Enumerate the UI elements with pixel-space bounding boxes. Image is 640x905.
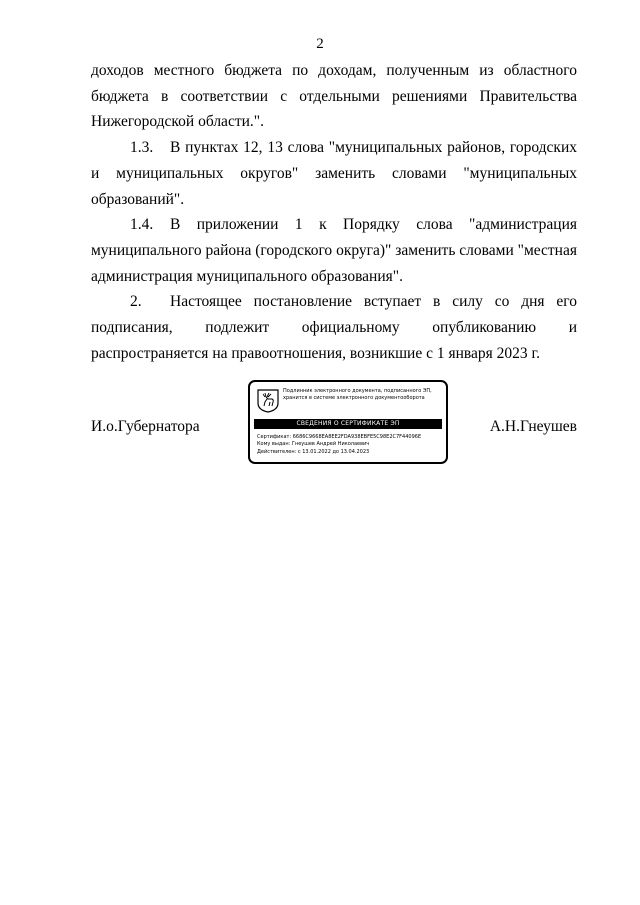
- electronic-signature-stamp: [248, 380, 448, 464]
- stamp-header-line: Подлинник электронного документа, подписанного ЭП,: [283, 388, 432, 394]
- certificate-label: Сертификат:: [257, 434, 292, 440]
- stamp-details: [257, 434, 443, 456]
- deer-emblem-icon: [257, 389, 279, 413]
- paragraph-continuation: [91, 58, 577, 135]
- paragraph-2: [91, 289, 577, 366]
- paragraph-text: В пунктах 12, 13 слова "муниципальных районов, городских и муниципальных округов" заменить словами "муниципальных образований".: [91, 139, 577, 208]
- paragraph-number: 2.: [130, 293, 142, 311]
- signatory-name: А.Н.Гнеушев: [489, 418, 577, 435]
- document-body: [91, 58, 577, 366]
- validity-label: Действителен:: [257, 448, 297, 455]
- stamp-header-line: хранится в системе электронного документооборота: [283, 395, 425, 401]
- paragraph-text: Настоящее постановление вступает в силу со дня его подписания, подлежит официальному опубликованию и распространяется на правоотношения, возникшие с 1 января 2023 г.: [91, 293, 577, 362]
- validity-value: с 13.01.2022 до 13.04.2023: [297, 448, 370, 455]
- issued-to-label: Кому выдан:: [257, 441, 291, 448]
- stamp-title-bar: СВЕДЕНИЯ О СЕРТИФИКАТЕ ЭП: [254, 419, 442, 429]
- paragraph-text: В приложении 1 к Порядку слова "администрация муниципального района (городского округа)" заменить словами "местная администрация муниципального образования".: [91, 216, 577, 285]
- signatory-position: И.о.Губернатора: [91, 418, 200, 435]
- stamp-header: [283, 388, 443, 402]
- page-number: 2: [316, 36, 324, 52]
- paragraph-number: 1.3.: [130, 139, 154, 157]
- paragraph-1-4: [91, 212, 577, 289]
- paragraph-text: доходов местного бюджета по доходам, полученным из областного бюджета в соответствии с отдельными решениями Правительства Нижегородской области.".: [91, 62, 577, 131]
- paragraph-1-3: [91, 135, 577, 212]
- paragraph-number: 1.4.: [130, 216, 154, 234]
- issued-to-value: Гнеушев Андрей Николаевич: [291, 441, 370, 448]
- certificate-value: 6686C9668EA8EE2FDA938EBFE5C98E2C7F44096E: [292, 434, 422, 440]
- issued-to-line: [257, 441, 443, 448]
- signature-block: [91, 380, 577, 466]
- validity-line: [257, 449, 443, 456]
